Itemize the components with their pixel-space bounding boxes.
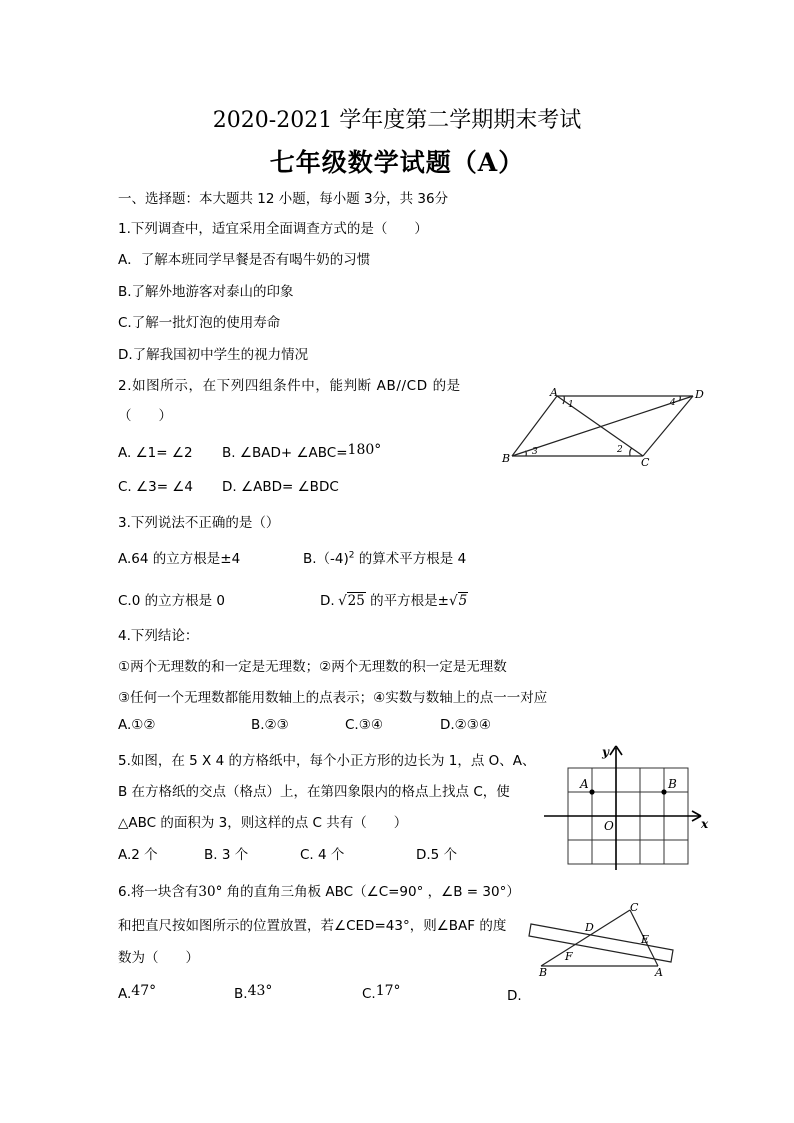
section-heading: 一、选择题：本大题共 12 小题，每小题 3分，共 36分 <box>118 191 449 207</box>
sqrt-25: √25 <box>338 593 365 609</box>
q2-option-b: B. ∠BAD+ ∠ABC=180° <box>222 442 382 461</box>
label-b: B <box>539 966 548 979</box>
angle-mark-4 <box>679 396 680 401</box>
label-1: 1 <box>568 400 574 410</box>
q5-option-a: A.2 个 <box>118 847 158 863</box>
label-2: 2 <box>617 445 623 455</box>
label-y: y <box>602 745 609 759</box>
point-b <box>661 789 666 794</box>
angle-mark-3 <box>525 451 526 456</box>
q1-option-a: A．了解本班同学早餐是否有喝牛奶的习惯 <box>118 252 371 268</box>
label-a: A <box>655 966 663 979</box>
point-a <box>589 789 594 794</box>
label-c: C <box>641 456 650 468</box>
q4-option-b: B.②③ <box>251 717 289 733</box>
q5-option-b: B. 3 个 <box>204 847 249 863</box>
exam-title: 2020-2021 学年度第二学期期末考试 <box>212 108 582 133</box>
q1-option-b: B.了解外地游客对泰山的印象 <box>118 284 294 300</box>
segment-bd <box>512 396 693 456</box>
q4-stem: 4.下列结论： <box>118 628 199 644</box>
q2-parallelogram-figure <box>498 384 710 468</box>
q6-option-b: B.43° <box>234 983 273 1002</box>
q6-option-c: C.17° <box>362 983 401 1002</box>
q4-statements-1: ①两个无理数的和一定是无理数；②两个无理数的积一定是无理数 <box>118 659 507 675</box>
q6-option-a: A.47° <box>118 983 157 1002</box>
segment-bc <box>541 910 630 966</box>
label-b: B <box>668 777 677 791</box>
q2-option-d: D. ∠ABD= ∠BDC <box>222 479 339 495</box>
label-f: F <box>565 950 573 963</box>
q6-option-d: D. <box>507 988 522 1004</box>
q6-stem-1: 6.将一块含有30° 角的直角三角板 ABC（∠C=90° ，∠B = 30°） <box>118 884 520 900</box>
q5-grid-figure <box>540 742 712 870</box>
q1-option-c: C.了解一批灯泡的使用寿命 <box>118 315 281 331</box>
label-b: B <box>502 452 511 465</box>
label-d: D <box>585 921 594 934</box>
sqrt-5: √5 <box>448 593 468 609</box>
label-o: O <box>604 819 614 833</box>
label-c: C <box>630 901 639 914</box>
q5-option-c: C. 4 个 <box>300 847 345 863</box>
label-e: E <box>641 933 650 946</box>
q1-stem: 1.下列调查中，适宜采用全面调查方式的是（ ） <box>118 221 428 237</box>
exam-subtitle: 七年级数学试题（A） <box>269 148 525 177</box>
q5-stem-1: 5.如图，在 5 X 4 的方格纸中，每个小正方形的边长为 1，点 O、A、 <box>118 753 536 769</box>
q6-stem-3: 数为（ ） <box>118 950 199 966</box>
label-a: A <box>550 386 558 399</box>
label-a: A <box>580 777 589 791</box>
label-x: x <box>701 817 709 831</box>
segment-dc <box>643 396 693 456</box>
q2-stem: 2.如图所示，在下列四组条件中，能判断 AB//CD 的是 <box>118 378 461 394</box>
q3-option-c: C.0 的立方根是 0 <box>118 593 225 609</box>
q3-option-b: B.（-4)$^2$ 的算术平方根是 4 <box>303 550 467 567</box>
label-d: D <box>695 388 704 401</box>
q5-stem-3: △ABC 的面积为 3，则这样的点 C 共有（ ） <box>118 815 408 831</box>
q6-triangle-ruler-figure <box>527 898 677 980</box>
q4-option-a: A.①② <box>118 717 156 733</box>
label-4: 4 <box>670 398 676 408</box>
q4-option-c: C.③④ <box>345 717 383 733</box>
q4-statements-2: ③任何一个无理数都能用数轴上的点表示；④实数与数轴上的点一一对应 <box>118 690 548 706</box>
q6-stem-2: 和把直尺按如图所示的位置放置，若∠CED=43°，则∠BAF 的度 <box>118 918 507 934</box>
q1-option-d: D.了解我国初中学生的视力情况 <box>118 347 309 363</box>
q3-option-a: A.64 的立方根是±4 <box>118 551 241 567</box>
q2-option-a: A. ∠1= ∠2 <box>118 445 193 461</box>
angle-mark-2 <box>630 448 632 456</box>
q5-option-d: D.5 个 <box>416 847 458 863</box>
q3-option-d: D. √25 的平方根是±√5 <box>320 593 468 609</box>
ruler <box>529 924 673 962</box>
q3-stem: 3.下列说法不正确的是（） <box>118 515 280 531</box>
q2-stem-paren: （ ） <box>118 408 172 424</box>
q4-option-d: D.②③④ <box>440 717 491 733</box>
q5-stem-2: B 在方格纸的交点（格点）上，在第四象限内的格点上找点 C，使 <box>118 784 510 800</box>
q2-option-c: C. ∠3= ∠4 <box>118 479 193 495</box>
y-axis-arrow <box>610 746 616 755</box>
label-3: 3 <box>532 447 538 457</box>
